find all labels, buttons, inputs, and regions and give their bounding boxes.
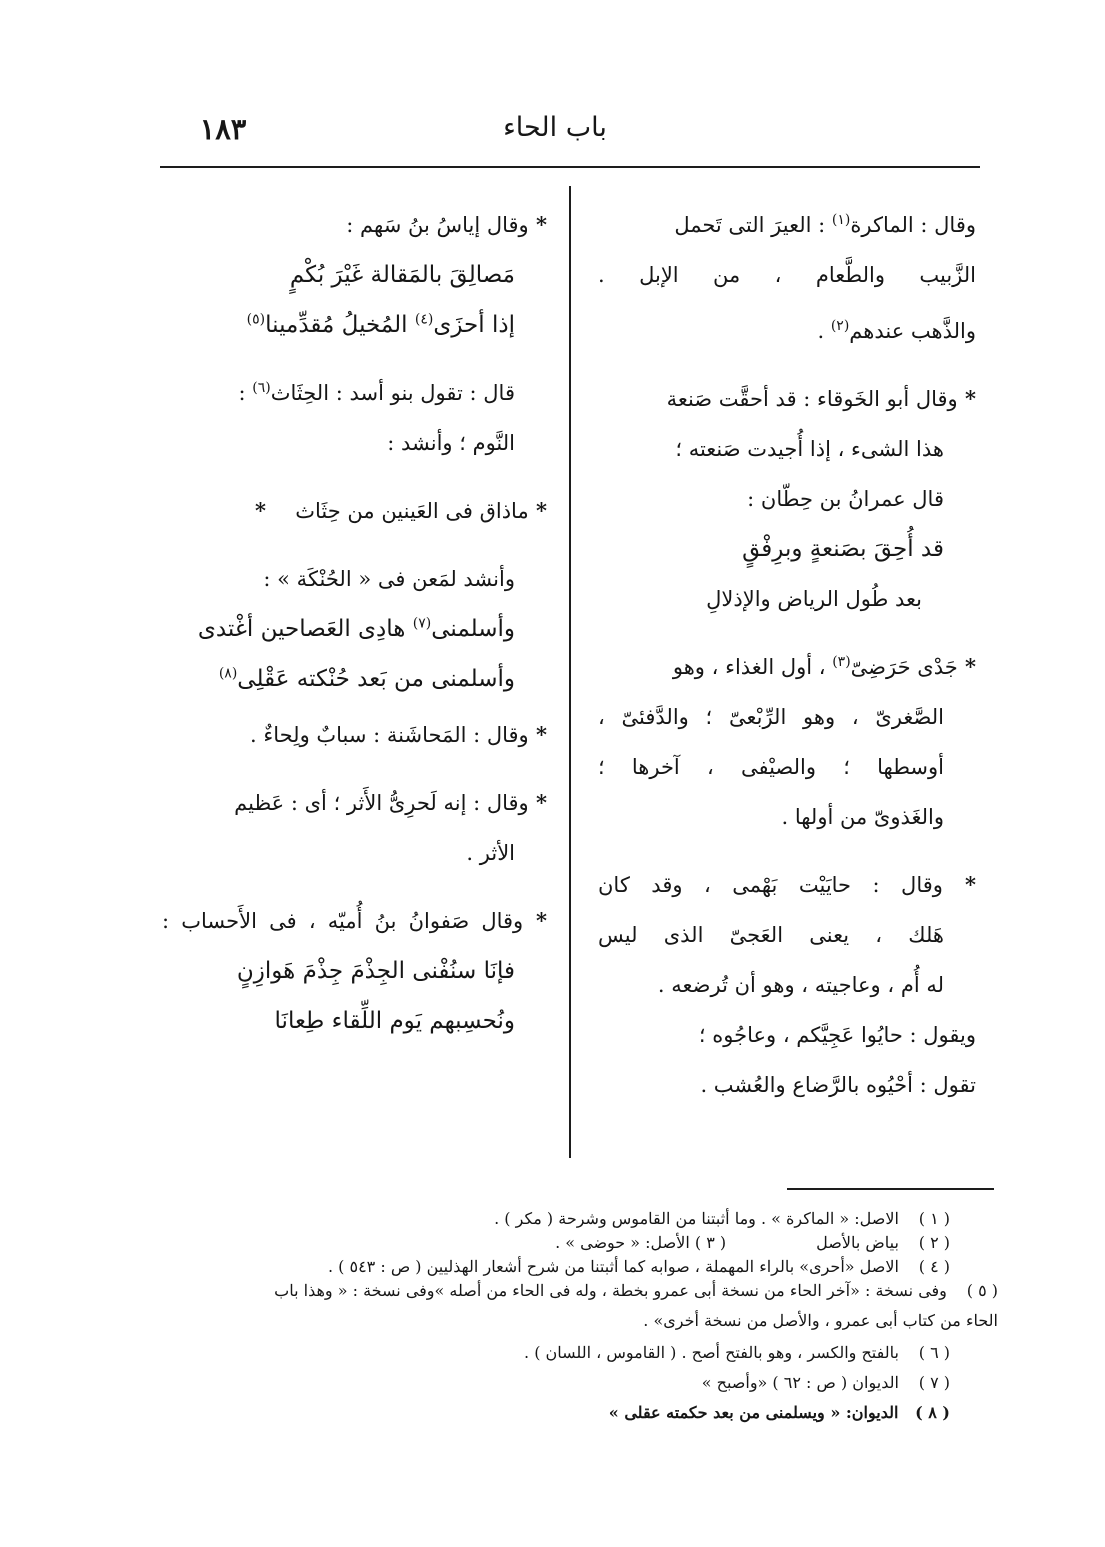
verse-line: بعد طُول الرياض والإذلالِ [706,587,922,611]
text-line: وأنشد لمَعن فى « الحُنْكَة » : [263,567,515,591]
footnote-6: ( ٦ ) بالفتح والكسر ، وهو بالفتح أصح . ( القاموس ، اللسان ) . [524,1343,950,1362]
entry-star-icon: * [528,790,547,815]
text-line: الأثر . [466,841,515,865]
footnote-5: ( ٥ ) وفى نسخة : «آخر الحاء من نسخة أبى عمرو بخطة ، وله فى الحاء من أصله »وفى نسخة : « وهذا باب [274,1281,998,1300]
text-line: له أُم ، وعاجيته ، وهو أن تُرضعه . [657,973,944,997]
text-line: قال : تقول بنو أسد : الحِثَاث$^{(٦)}$ : [238,380,515,405]
right-column [598,200,976,1110]
footnote-marker: (٤) [414,311,434,328]
verse-line: ونُحسِبهم يَوم اللِّقاء طِعانَا [274,1008,515,1034]
entry-star-icon: * [528,498,547,523]
entry-line: * وقال : المَحاشَنة : سبابٌ ولِحاءٌ . [250,722,547,747]
entry-line: * جَدْى حَرَضِىّ$^{(٣)}$ ، أول الغذاء ، وهو [672,654,976,679]
text-line: النَّوم ؛ وأنشد : [387,431,515,455]
footnote-4: ( ٤ ) الاصل «أحرى» بالراء المهملة ، صوابه كما أثبتنا من شرح أشعار الهذليين ( ص : ٥٤٣ ) . [327,1257,950,1276]
entry-star-icon: * [957,386,976,411]
entry-star-icon: * [528,722,547,747]
footnote-1: ( ١ ) الاصل: « الماكرة » . وما أثبتنا من القاموس وشرحة ( مكر ) . [494,1209,950,1228]
entry-line: * ماذاق فى العَينين من حِثَاث * [255,498,547,523]
footnote-5-continued: الحاء من كتاب أبى عمرو ، والأصل من نسخة أخرى» . [643,1311,998,1330]
footnote-marker: (٢) [830,318,850,334]
text-line: ويقول : حايُوا عَجِيَّكم ، وعاجُوه ؛ [698,1023,976,1047]
verse-line: فإنَا سنُفْنى الجِذْمَ جِذْمَ هَوازِنٍ [236,958,515,984]
entry-star-icon: * [528,212,547,237]
entry-line: * وقال : إنه لَحرِىُّ الأَثر ؛ أى : عَظيم [234,790,547,815]
footnote-marker: (١) [831,212,851,228]
page-number: ١٨٣ [199,112,247,146]
text-line: أوسطها ؛ والصيْفى ، آخرها ؛ [598,755,944,779]
footnotes [160,1207,998,1425]
verse-line: إذا أحزَى$^{(٤)}$ المُخيلُ مُقدِّمينا$^{(٥)}$ [246,311,515,338]
text-line: تقول : أحْيُوه بالرَّضاع والعُشب . [700,1073,976,1097]
text-line: وقال : الماكرة$^{(١)}$ : العيرَ التى تَحمل [674,212,976,237]
text-line: هذا الشىء ، إذا أُجيدت صَنعته ؛ [675,437,944,461]
footnote-8: ( ٨ ) الديوان: « ويسلمنى من بعد حكمته عقلى » [608,1403,950,1422]
header-rule [160,166,980,168]
left-column [162,200,547,1046]
footnote-7: ( ٧ ) الديوان ( ص : ٦٢ ) «وأصبح » [701,1373,950,1392]
verse-line: مَصالِقَ بالمَقالة غَيْرَ بُكْمٍ [289,262,515,288]
footnote-marker: (٦) [252,380,271,396]
footnote-marker: (٨) [218,665,238,682]
entry-star-icon: * [957,654,976,679]
verse-line: وأسلمنى من بَعد حُنْكته عَقْلِى$^{(٨)}$ [218,665,515,692]
footnote-marker: (٥) [246,311,266,328]
verse-line: قد أُحِقَ بصَنعةٍ وبرِفْقٍ [742,536,944,562]
text-line: الزَّبيب والطَّعام ، من الإبل . [598,263,976,287]
chapter-title: باب الحاء [503,112,607,143]
entry-star-icon: * [942,872,976,897]
footnote-marker: (٣) [832,654,851,670]
entry-line: * وقال أبو الخَوقاء : قد أحقَّت صَنعة [666,386,976,411]
text-line: الصَّغرىّ ، وهو الرِّبْعىّ ؛ والدَّفئىّ ، [598,705,944,729]
verse-line: وأسلمنى$^{(٧)}$ هادِى العَصاحين أغْتدى [197,615,515,642]
footnote-3: ( ٣ ) الأصل: « حوضى » . [555,1233,727,1252]
entry-line: * وقال : حايَيْت بَهْمى ، وقد كان [598,872,976,897]
entry-line: * وقال صَفوانُ بنُ أُميّه ، فى الأَحساب : [162,908,547,933]
text-line: والذَّهب عندهم$^{(٢)}$ . [817,318,976,343]
text-line: والغَذوىّ من أولها . [781,805,944,829]
entry-star-icon: * [255,498,296,523]
column-divider [569,186,571,1158]
footnote-2: ( ٢ ) بياض بالأصل( ٣ ) الأصل: « حوضى » . [160,1231,950,1255]
footnote-rule [787,1188,994,1190]
text-line: هَلك ، يعنى العَجىّ الذى ليس [598,923,944,947]
entry-star-icon: * [523,908,547,933]
text-line: قال عمرانُ بن حِطّان : [747,487,944,511]
entry-line: * وقال إياسُ بنُ سَهم : [346,212,547,237]
footnote-marker: (٧) [412,615,432,632]
